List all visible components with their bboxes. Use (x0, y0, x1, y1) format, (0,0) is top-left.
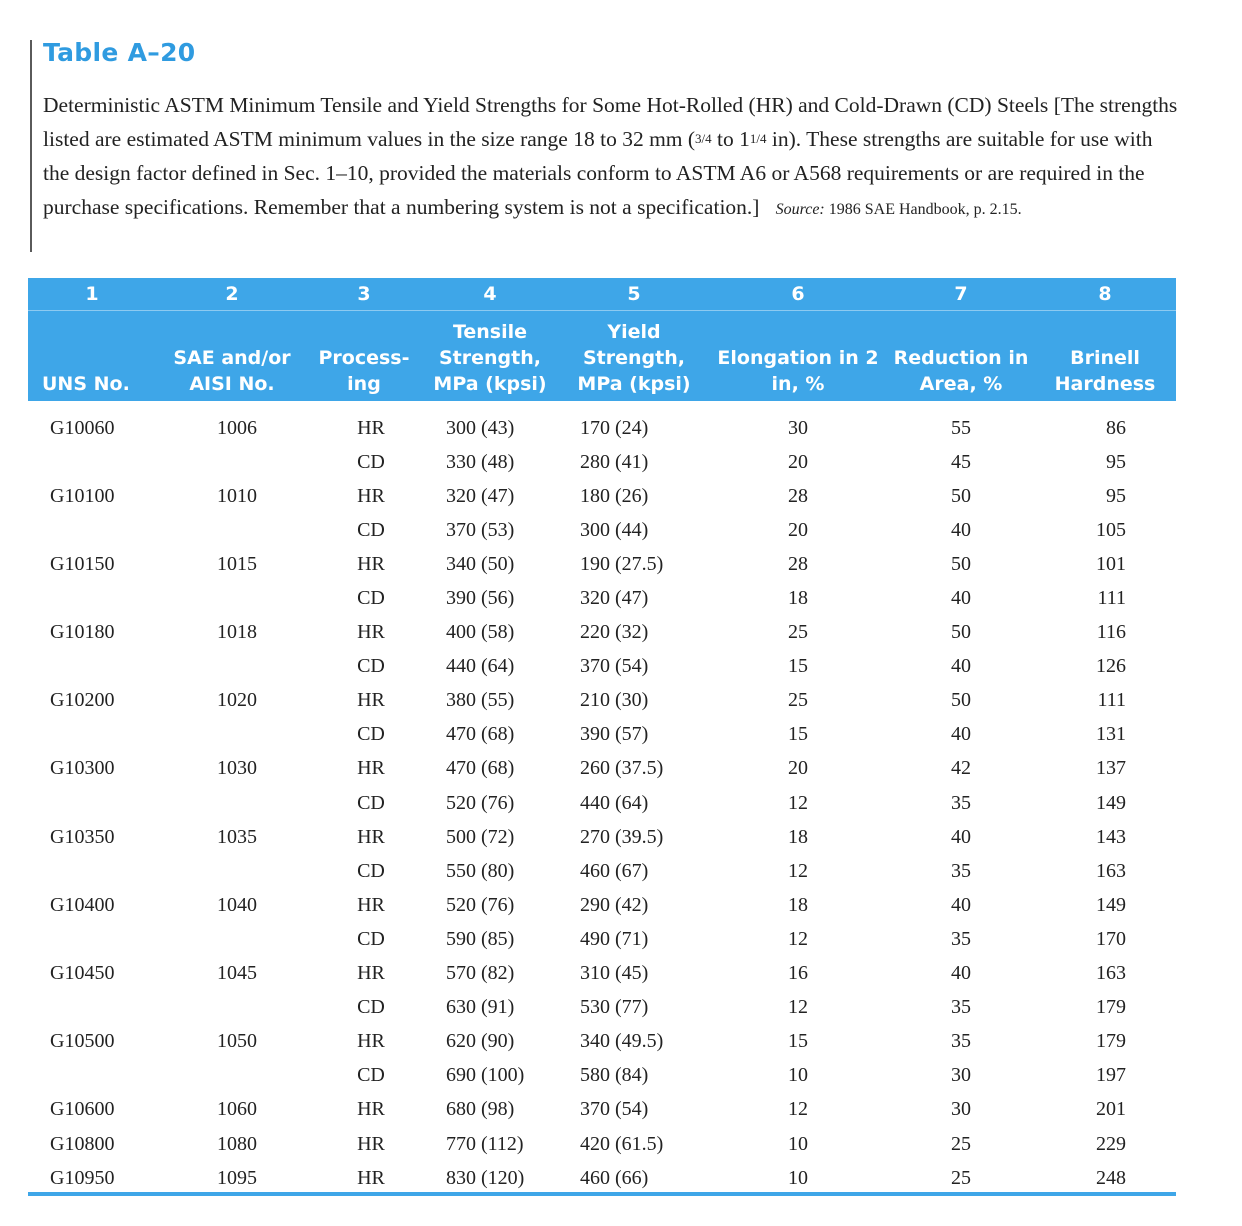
yield-cell: 390 (57) (580, 723, 649, 746)
yield-cell: 320 (47) (580, 587, 649, 610)
column-number: 3 (308, 278, 420, 311)
hardness-cell: 163 (1096, 859, 1126, 882)
hardness-cell: 229 (1096, 1132, 1126, 1155)
tensile-cell: 770 (112) (446, 1132, 524, 1155)
elongation-cell: 12 (788, 927, 808, 950)
tensile-cell: 440 (64) (446, 655, 515, 678)
column-number: 6 (708, 278, 888, 311)
tensile-cell: 370 (53) (446, 518, 515, 541)
hardness-cell: 143 (1096, 825, 1126, 848)
process-cell: CD (357, 791, 385, 814)
table-row (28, 1025, 1176, 1059)
table-body (28, 401, 1176, 1195)
yield-cell: 260 (37.5) (580, 757, 664, 780)
table-row (28, 957, 1176, 991)
elongation-cell: 18 (788, 893, 808, 916)
table-row (28, 991, 1176, 1025)
uns-no-cell (28, 445, 156, 479)
table-row (28, 786, 1176, 820)
process-cell: HR (357, 552, 385, 575)
header-reduction-in-area: Reduction in Area, % (888, 311, 1034, 402)
yield-cell: 460 (67) (580, 859, 649, 882)
tensile-cell: 320 (47) (446, 484, 515, 507)
elongation-cell: 28 (788, 484, 808, 507)
fraction-one-quarter: 1/4 (749, 131, 767, 146)
tensile-cell: 470 (68) (446, 723, 515, 746)
uns-no-cell (28, 786, 156, 820)
tensile-cell: 380 (55) (446, 689, 515, 712)
sae-aisi-cell: 1080 (217, 1132, 257, 1155)
process-cell: HR (357, 416, 385, 439)
tensile-cell: 300 (43) (446, 416, 515, 439)
uns-no-cell (28, 581, 156, 615)
uns-no-cell (28, 854, 156, 888)
elongation-cell: 18 (788, 587, 808, 610)
process-cell: HR (357, 621, 385, 644)
sae-aisi-cell: 1020 (217, 689, 257, 712)
uns-no-cell (28, 1059, 156, 1093)
process-cell: CD (357, 655, 385, 678)
uns-no-cell: G10100 (50, 484, 115, 507)
uns-no-cell: G10600 (50, 1098, 115, 1121)
tensile-cell: 630 (91) (446, 996, 515, 1019)
process-cell: HR (357, 1132, 385, 1155)
hardness-cell: 101 (1096, 552, 1126, 575)
elongation-cell: 16 (788, 962, 808, 985)
elongation-cell: 12 (788, 1098, 808, 1121)
sae-aisi-cell: 1050 (217, 1030, 257, 1053)
yield-cell: 580 (84) (580, 1064, 649, 1087)
table-row (28, 1161, 1176, 1195)
elongation-cell: 30 (788, 416, 808, 439)
yield-cell: 300 (44) (580, 518, 649, 541)
process-cell: HR (357, 1030, 385, 1053)
tensile-cell: 690 (100) (446, 1064, 525, 1087)
hardness-cell: 95 (1106, 450, 1126, 473)
hardness-cell: 116 (1096, 621, 1126, 644)
elongation-cell: 20 (788, 757, 808, 780)
hardness-cell: 137 (1096, 757, 1126, 780)
reduction-cell: 30 (951, 1098, 971, 1121)
header-sae-aisi-no: SAE and/or AISI No. (156, 311, 308, 402)
column-number: 2 (156, 278, 308, 311)
tensile-cell: 550 (80) (446, 859, 515, 882)
elongation-cell: 10 (788, 1132, 808, 1155)
table-row (28, 616, 1176, 650)
yield-cell: 290 (42) (580, 893, 649, 916)
process-cell: HR (357, 757, 385, 780)
uns-no-cell: G10950 (50, 1166, 115, 1189)
column-label-row (28, 311, 1176, 402)
process-cell: HR (357, 825, 385, 848)
tensile-cell: 340 (50) (446, 552, 515, 575)
elongation-cell: 15 (788, 1030, 808, 1053)
tensile-cell: 470 (68) (446, 757, 515, 780)
table-row (28, 1093, 1176, 1127)
steel-strength-table (28, 278, 1176, 1195)
reduction-cell: 40 (951, 893, 971, 916)
header-elongation: Elongation in 2 in, % (708, 311, 888, 402)
reduction-cell: 45 (951, 450, 971, 473)
elongation-cell: 20 (788, 450, 808, 473)
header-tensile-strength: Tensile Strength, MPa (kpsi) (420, 311, 560, 402)
hardness-cell: 197 (1096, 1064, 1126, 1087)
column-number: 4 (420, 278, 560, 311)
process-cell: HR (357, 1166, 385, 1189)
table-row (28, 445, 1176, 479)
sae-aisi-cell: 1018 (217, 621, 257, 644)
uns-no-cell: G10350 (50, 825, 115, 848)
reduction-cell: 55 (951, 416, 971, 439)
tensile-cell: 330 (48) (446, 450, 515, 473)
uns-no-cell: G10450 (50, 962, 115, 985)
reduction-cell: 35 (951, 791, 971, 814)
table-row (28, 513, 1176, 547)
tensile-cell: 500 (72) (446, 825, 515, 848)
table-row (28, 1127, 1176, 1161)
uns-no-cell: G10300 (50, 757, 115, 780)
sae-aisi-cell: 1060 (217, 1098, 257, 1121)
hardness-cell: 201 (1096, 1098, 1126, 1121)
sae-aisi-cell (156, 922, 308, 956)
elongation-cell: 25 (788, 689, 808, 712)
process-cell: CD (357, 450, 385, 473)
yield-cell: 370 (54) (580, 1098, 649, 1121)
uns-no-cell (28, 513, 156, 547)
sae-aisi-cell (156, 581, 308, 615)
yield-cell: 440 (64) (580, 791, 649, 814)
sae-aisi-cell (156, 650, 308, 684)
elongation-cell: 12 (788, 996, 808, 1019)
elongation-cell: 15 (788, 723, 808, 746)
uns-no-cell: G10800 (50, 1132, 115, 1155)
yield-cell: 370 (54) (580, 655, 649, 678)
elongation-cell: 12 (788, 859, 808, 882)
table-row (28, 854, 1176, 888)
reduction-cell: 40 (951, 587, 971, 610)
table-row (28, 547, 1176, 581)
process-cell: CD (357, 859, 385, 882)
header-processing: Process-ing (308, 311, 420, 402)
yield-cell: 340 (49.5) (580, 1030, 664, 1053)
process-cell: CD (357, 518, 385, 541)
tensile-cell: 390 (56) (446, 587, 515, 610)
sae-aisi-cell: 1010 (217, 484, 257, 507)
yield-cell: 270 (39.5) (580, 825, 664, 848)
table-row (28, 888, 1176, 922)
reduction-cell: 40 (951, 825, 971, 848)
yield-cell: 190 (27.5) (580, 552, 664, 575)
sae-aisi-cell (156, 786, 308, 820)
hardness-cell: 111 (1097, 689, 1126, 712)
header-brinell-hardness: Brinell Hardness (1034, 311, 1176, 402)
yield-cell: 310 (45) (580, 962, 649, 985)
table-bottom-rule (28, 1192, 1176, 1196)
hardness-cell: 149 (1096, 893, 1126, 916)
reduction-cell: 40 (951, 723, 971, 746)
process-cell: CD (357, 723, 385, 746)
column-number: 1 (28, 278, 156, 311)
reduction-cell: 25 (951, 1132, 971, 1155)
table-row (28, 820, 1176, 854)
process-cell: HR (357, 484, 385, 507)
yield-cell: 170 (24) (580, 416, 649, 439)
caption-part-a: [The strengths listed are estimated ASTM minimum values in the size range 18 to 32 mm ( (43, 93, 1178, 151)
hardness-cell: 179 (1096, 1030, 1126, 1053)
yield-cell: 490 (71) (580, 927, 649, 950)
hardness-cell: 126 (1096, 655, 1126, 678)
table-row (28, 1059, 1176, 1093)
column-number: 7 (888, 278, 1034, 311)
reduction-cell: 50 (951, 689, 971, 712)
process-cell: HR (357, 1098, 385, 1121)
process-cell: CD (357, 996, 385, 1019)
table-row (28, 752, 1176, 786)
tensile-cell: 680 (98) (446, 1098, 515, 1121)
table-row (28, 684, 1176, 718)
table-row (28, 401, 1176, 445)
process-cell: HR (357, 893, 385, 916)
sae-aisi-cell: 1006 (217, 416, 257, 439)
elongation-cell: 10 (788, 1064, 808, 1087)
sae-aisi-cell (156, 718, 308, 752)
hardness-cell: 163 (1096, 962, 1126, 985)
column-number: 8 (1034, 278, 1176, 311)
caption-part-c: in). These strengths are suitable for use with the design factor defined in Sec. 1–10, provided the materials conform to ASTM A6 or A568 requirements or are required in the purchase specifications. Remember that a numbering system is not a specification.] (43, 127, 1153, 219)
uns-no-cell: G10150 (50, 552, 115, 575)
reduction-cell: 35 (951, 996, 971, 1019)
yield-cell: 460 (66) (580, 1166, 649, 1189)
uns-no-cell (28, 718, 156, 752)
hardness-cell: 149 (1096, 791, 1126, 814)
uns-no-cell: G10400 (50, 893, 115, 916)
hardness-cell: 95 (1106, 484, 1126, 507)
sae-aisi-cell: 1030 (217, 757, 257, 780)
hardness-cell: 248 (1096, 1166, 1126, 1189)
process-cell: CD (357, 927, 385, 950)
sae-aisi-cell (156, 854, 308, 888)
reduction-cell: 50 (951, 552, 971, 575)
reduction-cell: 25 (951, 1166, 971, 1189)
elongation-cell: 12 (788, 791, 808, 814)
sae-aisi-cell: 1045 (217, 962, 257, 985)
yield-cell: 420 (61.5) (580, 1132, 664, 1155)
tensile-cell: 520 (76) (446, 791, 515, 814)
sae-aisi-cell (156, 445, 308, 479)
uns-no-cell (28, 991, 156, 1025)
table-title: Table A–20 (43, 38, 196, 67)
source-label: Source: (775, 201, 825, 218)
tensile-cell: 620 (90) (446, 1030, 515, 1053)
uns-no-cell (28, 650, 156, 684)
fraction-three-quarters: 3/4 (695, 131, 712, 146)
tensile-cell: 520 (76) (446, 893, 515, 916)
table-row (28, 479, 1176, 513)
reduction-cell: 50 (951, 621, 971, 644)
yield-cell: 180 (26) (580, 484, 649, 507)
tensile-cell: 400 (58) (446, 621, 515, 644)
yield-cell: 220 (32) (580, 621, 649, 644)
uns-no-cell: G10200 (50, 689, 115, 712)
table-caption (43, 88, 1183, 227)
reduction-cell: 50 (951, 484, 971, 507)
table-row (28, 581, 1176, 615)
hardness-cell: 179 (1096, 996, 1126, 1019)
reduction-cell: 42 (951, 757, 971, 780)
reduction-cell: 35 (951, 859, 971, 882)
process-cell: CD (357, 587, 385, 610)
process-cell: HR (357, 962, 385, 985)
elongation-cell: 18 (788, 825, 808, 848)
table-row (28, 650, 1176, 684)
column-number-row (28, 278, 1176, 311)
hardness-cell: 131 (1096, 723, 1126, 746)
reduction-cell: 35 (951, 927, 971, 950)
sae-aisi-cell: 1035 (217, 825, 257, 848)
sae-aisi-cell (156, 991, 308, 1025)
hardness-cell: 170 (1096, 927, 1126, 950)
elongation-cell: 28 (788, 552, 808, 575)
sae-aisi-cell (156, 513, 308, 547)
elongation-cell: 25 (788, 621, 808, 644)
header-uns-no: UNS No. (28, 311, 156, 402)
hardness-cell: 86 (1106, 416, 1126, 439)
reduction-cell: 35 (951, 1030, 971, 1053)
tensile-cell: 570 (82) (446, 962, 515, 985)
left-margin-rule (30, 40, 32, 252)
process-cell: HR (357, 689, 385, 712)
yield-cell: 210 (30) (580, 689, 649, 712)
yield-cell: 280 (41) (580, 450, 649, 473)
yield-cell: 530 (77) (580, 996, 649, 1019)
column-number: 5 (560, 278, 708, 311)
reduction-cell: 40 (951, 962, 971, 985)
header-yield-strength: Yield Strength, MPa (kpsi) (560, 311, 708, 402)
elongation-cell: 20 (788, 518, 808, 541)
hardness-cell: 111 (1097, 587, 1126, 610)
uns-no-cell (28, 922, 156, 956)
reduction-cell: 40 (951, 655, 971, 678)
source-citation: 1986 SAE Handbook, p. 2.15. (824, 201, 1022, 218)
hardness-cell: 105 (1096, 518, 1126, 541)
elongation-cell: 10 (788, 1166, 808, 1189)
process-cell: CD (357, 1064, 385, 1087)
caption-line-1: Deterministic ASTM Minimum Tensile and Yield Strengths for Some Hot-Rolled (HR) and Cold-Drawn (CD) Steels (43, 93, 1049, 117)
uns-no-cell: G10180 (50, 621, 115, 644)
elongation-cell: 15 (788, 655, 808, 678)
reduction-cell: 40 (951, 518, 971, 541)
table-row (28, 718, 1176, 752)
table-row (28, 922, 1176, 956)
uns-no-cell: G10060 (50, 416, 115, 439)
reduction-cell: 30 (951, 1064, 971, 1087)
sae-aisi-cell: 1015 (217, 552, 257, 575)
uns-no-cell: G10500 (50, 1030, 115, 1053)
sae-aisi-cell: 1040 (217, 893, 257, 916)
sae-aisi-cell: 1095 (217, 1166, 257, 1189)
caption-part-b: to 1 (711, 127, 750, 151)
tensile-cell: 590 (85) (446, 927, 515, 950)
sae-aisi-cell (156, 1059, 308, 1093)
tensile-cell: 830 (120) (446, 1166, 525, 1189)
